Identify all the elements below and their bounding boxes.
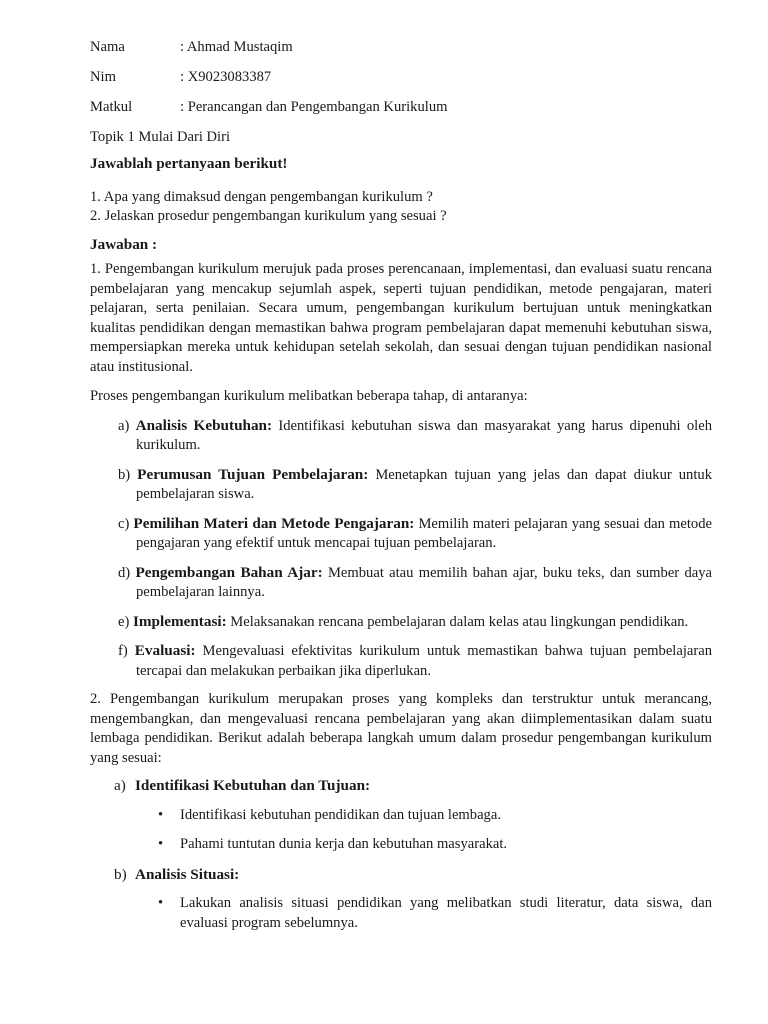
stage-title: Analisis Kebutuhan: [135, 416, 273, 434]
course-value: : Perancangan dan Pengembangan Kurikulum [180, 99, 448, 115]
stage-item [118, 612, 712, 633]
answer-1-paragraph: 1. Pengembangan kurikulum merujuk pada proses perencanaan, implementasi, dan evaluasi suatu rencana pembelajaran yang mencakup sejumlah aspek, seperti tujuan pendidikan, metode pengajaran, materi pelajaran, serta penilaian. Secara umum, pengembangan kurikulum bertujuan untuk meningkatkan kualitas pendidikan dengan memastikan bahwa program pembelajaran dapat memenuhi kebutuhan siswa, mempersiapkan mereka untuk kehidupan setelah sekolah, dan sesuai dengan tujuan pendidikan nasional atau institusional. [90, 261, 712, 375]
stage-item [118, 641, 712, 681]
stage-letter: b) [118, 466, 131, 483]
step-heading-a [114, 776, 712, 796]
bullet-item [158, 835, 712, 855]
stage-title: Implementasi: [133, 612, 227, 630]
stage-title: Perumusan Tujuan Pembelajaran: [137, 465, 369, 483]
stage-title: Pengembangan Bahan Ajar: [135, 563, 323, 581]
bullet-item [158, 806, 712, 826]
stage-text: Identifikasi kebutuhan siswa dan masyarakat yang harus dipenuhi oleh kurikulum. [136, 417, 713, 453]
bullet-dot-icon: • [158, 806, 164, 823]
step-a-bullets [90, 806, 712, 855]
stage-letter: c) [118, 515, 130, 532]
answer-heading: Jawaban : [90, 235, 158, 253]
step-letter: a) [114, 777, 126, 794]
stage-title: Evaluasi: [134, 642, 196, 659]
document-page [90, 38, 712, 943]
name-label: Nama [90, 39, 125, 55]
stage-text: Membuat atau memilih bahan ajar, buku teks, dan sumber daya pembelajaran lainnya. [136, 564, 712, 600]
stage-letter: d) [118, 564, 131, 581]
step-title: Analisis Situasi: [135, 865, 240, 883]
topic-title: Topik 1 Mulai Dari Diri [90, 129, 231, 145]
stage-letter: f) [118, 643, 128, 659]
course-label: Matkul [90, 99, 133, 115]
stage-item [118, 465, 712, 505]
stage-text: Menetapkan tujuan yang jelas dan dapat diukur untuk pembelajaran siswa. [136, 466, 712, 502]
question-2: 2. Jelaskan prosedur pengembangan kurikulum yang sesuai ? [90, 208, 447, 224]
stage-item [118, 514, 712, 554]
step-letter: b) [114, 865, 127, 883]
step-heading-b [114, 865, 712, 885]
question-1: 1. Apa yang dimaksud dengan pengembangan kurikulum ? [90, 188, 433, 205]
nim-label: Nim [90, 69, 116, 85]
name-value: : Ahmad Mustaqim [180, 39, 293, 55]
nim-row [90, 68, 712, 98]
bullet-item [158, 894, 712, 933]
bullet-text: Identifikasi kebutuhan pendidikan dan tujuan lembaga. [180, 806, 501, 823]
stage-item [118, 563, 712, 603]
answer-2-paragraph: 2. Pengembangan kurikulum merupakan proses yang kompleks dan terstruktur untuk merancang, mengembangkan, dan mengevaluasi rencana pembelajaran yang akan diimplementasikan dalam suatu lembaga pendidikan. Berikut adalah beberapa langkah umum dalam prosedur pengembangan kurikulum yang sesuai: [90, 691, 712, 766]
stage-text: Memilih materi pelajaran yang sesuai dan metode pengajaran yang efektif untuk mencapai tujuan pembelajaran. [136, 515, 712, 551]
nim-value: : X9023083387 [180, 69, 272, 85]
bullet-dot-icon: • [158, 895, 164, 911]
name-row [90, 38, 712, 68]
instruction-heading: Jawablah pertanyaan berikut! [90, 155, 288, 172]
step-b-bullets [90, 894, 712, 933]
step-title: Identifikasi Kebutuhan dan Tujuan: [135, 777, 371, 794]
bullet-text: Pahami tuntutan dunia kerja dan kebutuhan masyarakat. [180, 836, 508, 852]
stage-letter: a) [118, 417, 130, 434]
stage-list [90, 416, 712, 682]
stage-item [118, 416, 712, 456]
stage-letter: e) [118, 613, 130, 630]
question-list [90, 188, 712, 227]
course-row [90, 98, 712, 128]
bullet-text: Lakukan analisis situasi pendidikan yang melibatkan studi literatur, data siswa, dan evaluasi program sebelumnya. [180, 895, 712, 931]
stage-text: Mengevaluasi efektivitas kurikulum untuk memastikan bahwa tujuan pembelajaran tercapai dan melakukan perbaikan jika diperlukan. [136, 643, 712, 679]
bullet-dot-icon: • [158, 836, 164, 852]
stages-intro: Proses pengembangan kurikulum melibatkan beberapa tahap, di antaranya: [90, 388, 528, 404]
stage-text: Melaksanakan rencana pembelajaran dalam kelas atau lingkungan pendidikan. [226, 613, 689, 630]
stage-title: Pemilihan Materi dan Metode Pengajaran: [133, 514, 415, 532]
